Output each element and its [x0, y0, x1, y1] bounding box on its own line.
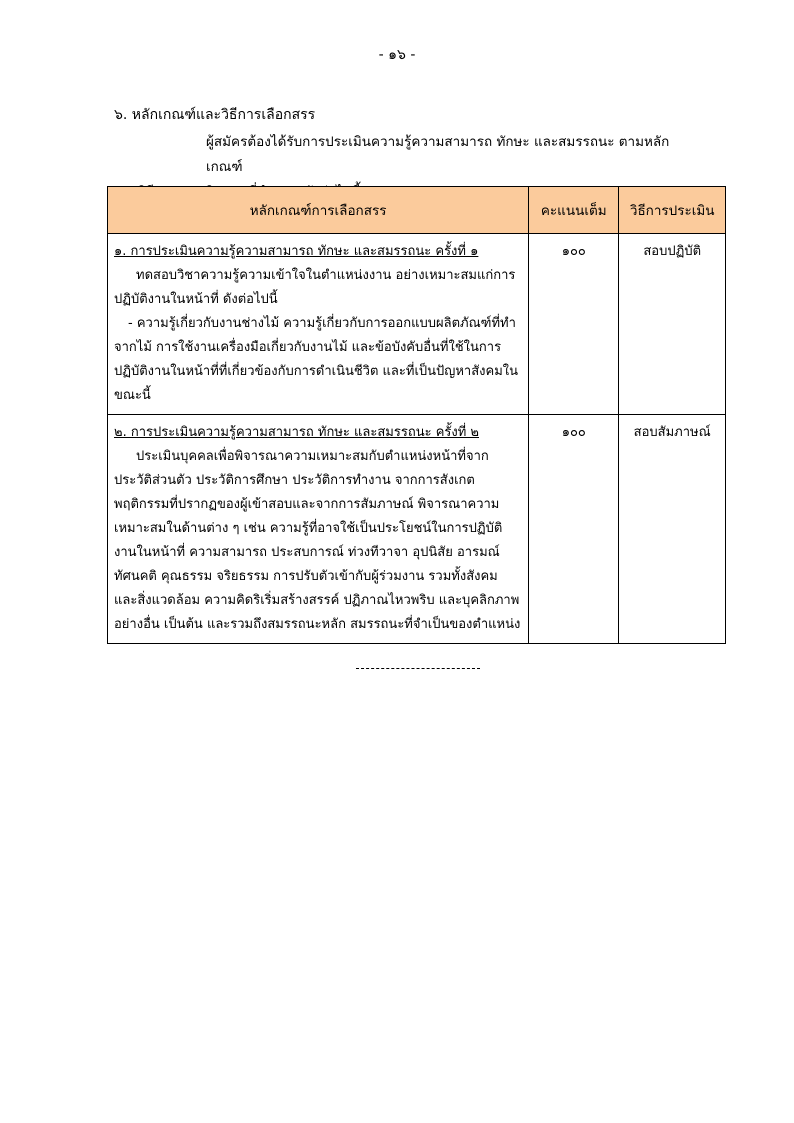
row-2-description: ประเมินบุคคลเพื่อพิจารณาความเหมาะสมกับตำแหน่งหน้าที่จากประวัติส่วนตัว ประวัติการศึกษา ประวัติการทำงาน จากการสังเกตพฤติกรรมที่ปรากฏของผู้เข้าสอบและจากการสัมภาษณ์ พิจารณาความเหมาะสมในด้านต่าง ๆ เช่น ความรู้ที่อาจใช้เป็นประโยชน์ในการปฏิบัติงานในหน้าที่ ความสามารถ ประสบการณ์ ท่วงทีวาจา อุปนิสัย อารมณ์ ทัศนคติ คุณธรรม จริยธรรม การปรับตัวเข้ากับผู้ร่วมงาน รวมทั้งสังคม และสิ่งแวดล้อม ความคิดริเริ่มสร้างสรรค์ ปฏิภาณไหวพริบ และบุคลิกภาพอย่างอื่น เป็นต้น และรวมถึงสมรรถนะหลัก สมรรถนะที่จำเป็นของตำแหน่ง	[114, 449, 521, 632]
end-of-section-divider	[356, 668, 480, 669]
table-header-row	[108, 187, 726, 234]
section-heading: ๖. หลักเกณฑ์และวิธีการเลือกสรร	[114, 107, 316, 123]
row-1-title: ๑. การประเมินความรู้ความสามารถ ทักษะ และสมรรถนะ ครั้งที่ ๑	[114, 244, 479, 259]
row-1-criteria	[108, 234, 529, 415]
row-2-method: สอบสัมภาษณ์	[619, 415, 726, 644]
row-1-description: ทดสอบวิชาความรู้ความเข้าใจในตำแหน่งงาน อย่างเหมาะสมแก่การปฏิบัติงานในหน้าที่ ดังต่อไปนี้	[114, 268, 516, 307]
header-criteria: หลักเกณฑ์การเลือกสรร	[108, 187, 529, 234]
header-full-score: คะแนนเต็ม	[529, 187, 619, 234]
row-2-title: ๒. การประเมินความรู้ความสามารถ ทักษะ และสมรรถนะ ครั้งที่ ๒	[114, 425, 479, 440]
table-row	[108, 234, 726, 415]
row-1-score: ๑๐๐	[529, 234, 619, 415]
row-1-detail: - ความรู้เกี่ยวกับงานช่างไม้ ความรู้เกี่ยวกับการออกแบบผลิตภัณฑ์ที่ทำจากไม้ การใช้งานเครื่องมือเกี่ยวกับงานไม้ และข้อบังคับอื่นที่ใช้ในการปฏิบัติงานในหน้าที่ที่เกี่ยวข้องกับการดำเนินชีวิต และที่เป็นปัญหาสังคมในขณะนี้	[114, 316, 519, 403]
intro-line-1: ผู้สมัครต้องได้รับการประเมินความรู้ความสามารถ ทักษะ และสมรรถนะ ตามหลักเกณฑ์	[206, 134, 670, 175]
table-row	[108, 415, 726, 644]
row-2-score: ๑๐๐	[529, 415, 619, 644]
page-number: - ๑๖ -	[378, 47, 416, 63]
criteria-table	[107, 186, 726, 644]
row-1-method: สอบปฏิบัติ	[619, 234, 726, 415]
header-assessment-method: วิธีการประเมิน	[619, 187, 726, 234]
row-2-criteria	[108, 415, 529, 644]
